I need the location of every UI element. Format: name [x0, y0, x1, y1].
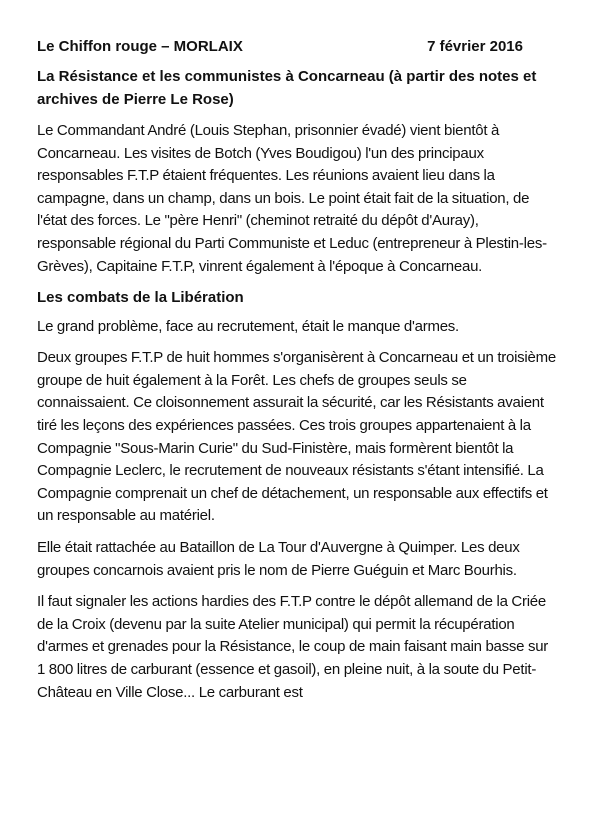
body-paragraph: Deux groupes F.T.P de huit hommes s'organisèrent à Concarneau et un troisième groupe de huit également à la Forêt. Les chefs de groupes seuls se connaissaient. Ce cloisonnement assurait la sécurité, car les Résistants avaient tiré les leçons des expériences passées. Ces trois groupes appartenaient à la Compagnie "Sous-Marin Curie" du Sud-Finistère, mais formèrent bientôt la Compagnie Leclerc, le recrutement de nouveaux résistants s'étant intensifié. La Compagnie comprenait un chef de détachement, un responsable aux effectifs et un responsable au matériel. — [37, 349, 556, 525]
document-page — [37, 36, 557, 713]
publication-date: 7 février 2016 — [427, 38, 523, 55]
body-paragraph: Elle était rattachée au Bataillon de La Tour d'Auvergne à Quimper. Les deux groupes concarnois avaient pris le nom de Pierre Guéguin et Marc Bourhis. — [37, 539, 520, 579]
body-paragraph: Il faut signaler les actions hardies des F.T.P contre le dépôt allemand de la Criée de la Croix (devenu par la suite Atelier municipal) qui permit la récupération d'armes et grenades pour la Résistance, le coup de main faisant main basse sur 1 800 litres de carburant (essence et gasoil), en pleine nuit, à la soute du Petit-Château en Ville Close... Le carburant est — [37, 593, 549, 701]
section-title: Les combats de la Libération — [37, 289, 244, 307]
document-header — [37, 36, 557, 58]
source-label: Le Chiffon rouge – MORLAIX — [37, 38, 243, 55]
article-title: La Résistance et les communistes à Concarneau (à partir des notes et archives de Pierre Le Rose) — [37, 68, 537, 108]
body-paragraph: Le grand problème, face au recrutement, était le manque d'armes. — [37, 317, 459, 335]
intro-paragraph: Le Commandant André (Louis Stephan, prisonnier évadé) vient bientôt à Concarneau. Les visites de Botch (Yves Boudigou) l'un des principaux responsables F.T.P étaient fréquentes. Les réunions avaient lieu dans la campagne, dans un champ, dans un bois. Le point était fait de la situation, de l'état des forces. Le "père Henri" (cheminot retraité du dépôt d'Auray), responsable régional du Parti Communiste et Leduc (entrepreneur à Plestin-les-Grèves), Capitaine F.T.P, vinrent également à l'époque à Concarneau. — [37, 122, 547, 275]
